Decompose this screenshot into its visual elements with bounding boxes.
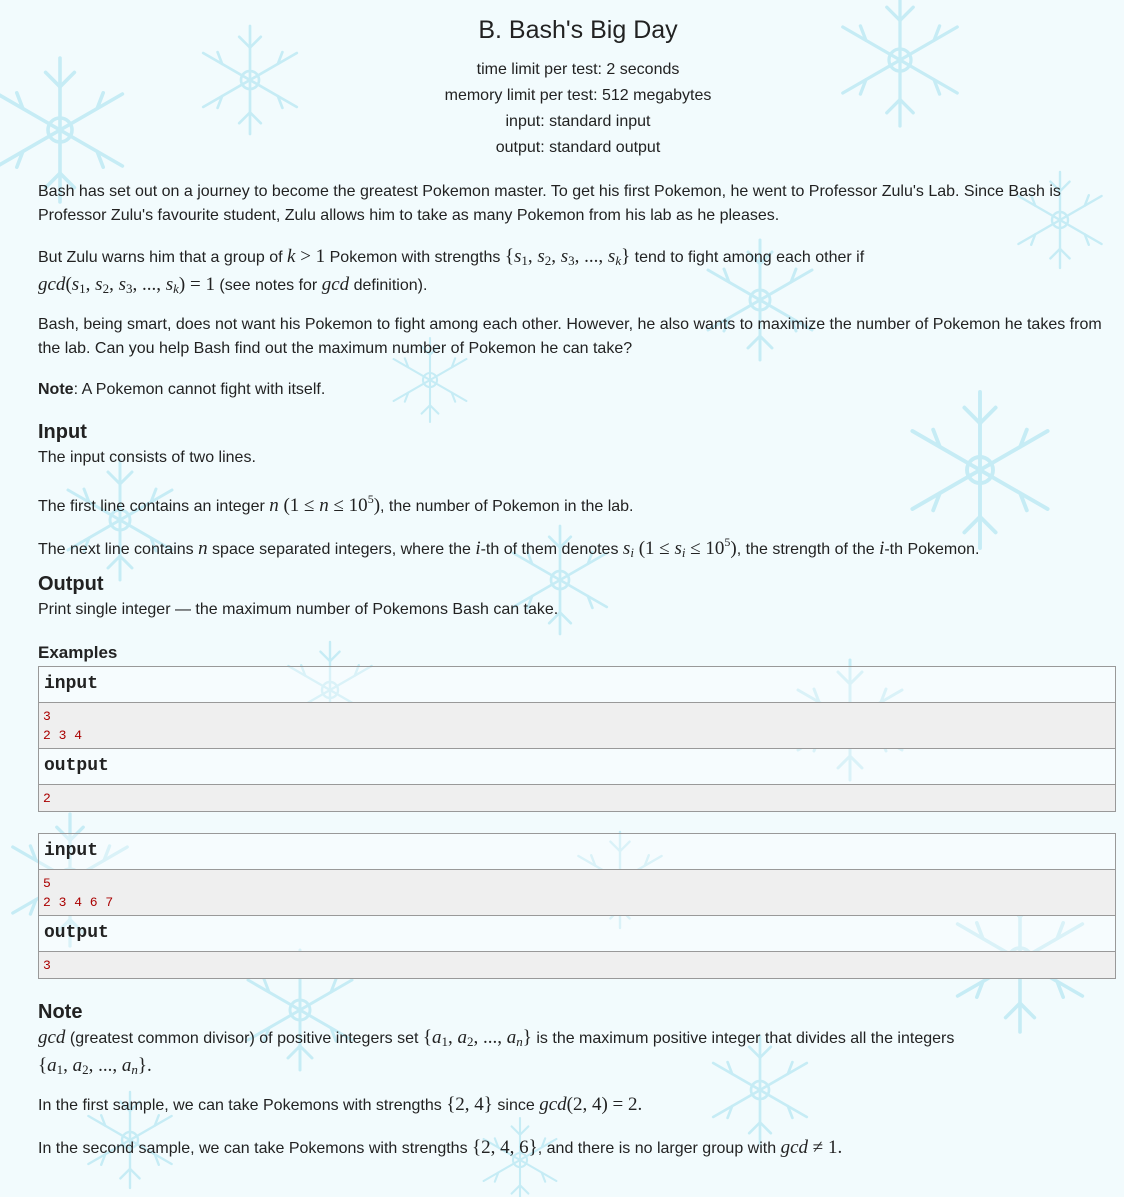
example-input-label: input [39,834,1115,870]
output-section-title: Output [38,573,104,595]
note-paragraph-2: In the first sample, we can take Pokemons with strengths {2, 4} since gcd(2, 4) = 2. [38,1094,643,1115]
example-output-data[interactable]: 2 [39,785,1115,811]
input-paragraph-1: The input consists of two lines. [38,449,256,466]
examples-title: Examples [38,643,118,662]
note-section-title: Note [38,1001,83,1023]
input-file: input: standard input [505,113,651,130]
example-input-data[interactable]: 5 2 3 4 6 7 [39,870,1115,916]
problem-title: B. Bash's Big Day [478,16,678,44]
time-limit: time limit per test: 2 seconds [476,61,680,78]
example-input-data[interactable]: 3 2 3 4 [39,703,1115,749]
example-output-label: output [39,749,1115,785]
example-output-data[interactable]: 3 [39,952,1115,978]
note-paragraph-3: In the second sample, we can take Pokemons with strengths {2, 4, 6}, and there is no larger group with gcd ≠ 1. [38,1137,843,1158]
example-1 [38,666,1116,812]
input-paragraph-3: The next line contains n space separated integers, where the i-th of them denotes $s_i$ $(1 \le s_i \le 10^5)$, the strength of the i-th Pokemon. [38,535,980,560]
memory-limit: memory limit per test: 512 megabytes [444,87,712,104]
note-paragraph-1: gcd (greatest common divisor) of positive integers set {$a_1$, $a_2$, ..., $a_n$} is the maximum positive integer that divides all the integers {$a_1$, $a_2$, ..., $a_n$}. [38,1027,955,1077]
output-paragraph-1: Print single integer — the maximum number of Pokemons Bash can take. [38,601,559,618]
example-output-label: output [39,916,1115,952]
statement-paragraph-2: But Zulu warns him that a group of k > 1 Pokemon with strengths {$s_1$, $s_2$, $s_3$, ..., $s_k$} tend to fight among each other if $\gcd(s_1$, $s_2$, $s_3$, ..., $s_k) = 1$ (see notes for gcd definition). [38,246,865,296]
example-input-label: input [39,667,1115,703]
input-section-title: Input [38,421,87,443]
example-2 [38,833,1116,979]
statement-note: Note: A Pokemon cannot fight with itself. [38,381,326,398]
statement-paragraph-3: Bash, being smart, does not want his Pokemon to fight among each other. However, he also wants to maximize the number of Pokemon he takes from the lab. Can you help Bash find out the maximum number of Pokemon he can take? [38,316,1102,357]
statement-paragraph-1: Bash has set out on a journey to become the greatest Pokemon master. To get his first Pokemon, he went to Professor Zulu's Lab. Since Bash is Professor Zulu's favourite student, Zulu allows him to take as many Pokemon from his lab as he pleases. [38,183,1061,224]
input-paragraph-2: The first line contains an integer n $(1 \le n \le 10^5)$, the number of Pokemon in the lab. [38,492,634,516]
output-file: output: standard output [495,139,661,156]
